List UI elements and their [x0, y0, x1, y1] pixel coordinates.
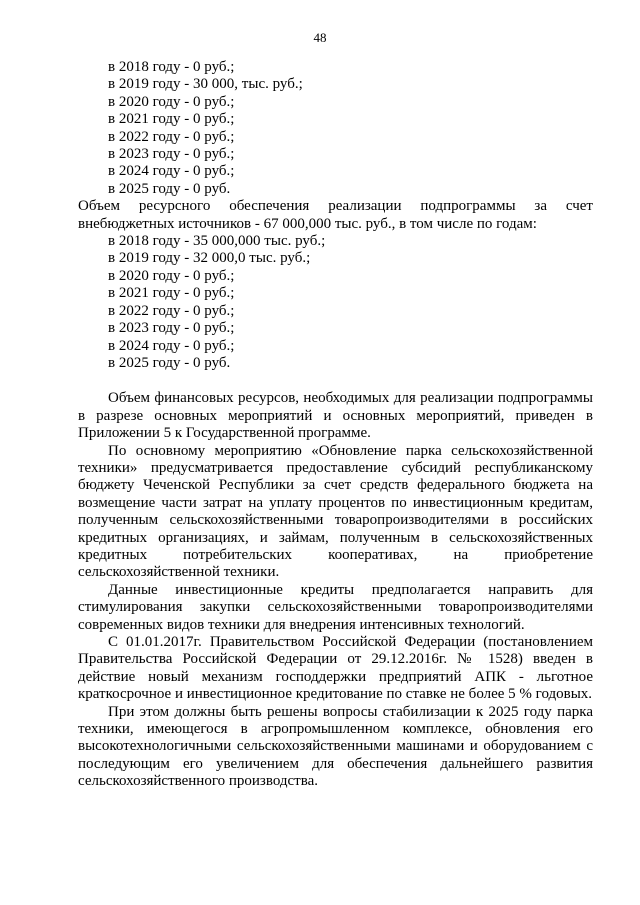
list-item: в 2021 году - 0 руб.; [108, 285, 235, 302]
equipment-renewal-paragraph: По основному мероприятию «Обновление парка сельскохозяйственной техники» предусматривается предоставление субсидий республиканскому бюджету Чеченской Республики за счет средств федерального бюджета на возмещение части затрат на уплату процентов по инвестиционным кредитам, полученным сельскохозяйственными товаропроизводителями в российских кредитных организациях, и займам, полученным в сельскохозяйственных кредитных потребительских кооперативах, на приобретение сельскохозяйственной техники. [78, 442, 593, 581]
federal-funding-list [78, 59, 593, 198]
list-item: в 2020 году - 0 руб.; [108, 267, 235, 284]
page-content [78, 59, 593, 791]
list-item: в 2025 году - 0 руб. [108, 354, 231, 371]
government-support-paragraph: С 01.01.2017г. Правительством Российской Федерации (постановлением Правительства Российской Федерации от 29.12.2016г. № 1528) введен в действие новый механизм господдержки предприятий АПК - льготное краткосрочное и инвестиционное кредитование по ставке не более 5 % годовых. [78, 634, 593, 703]
list-item: в 2024 году - 0 руб.; [108, 337, 235, 354]
list-item: в 2019 году - 30 000, тыс. руб.; [108, 76, 303, 93]
list-item: в 2019 году - 32 000,0 тыс. руб.; [108, 250, 311, 267]
stabilization-paragraph: При этом должны быть решены вопросы стабилизации к 2025 году парка техники, имеющегося в агропромышленном комплексе, обновления его высокотехнологичными сельскохозяйственными машинами и оборудованием с последующим его увеличением для обеспечения дальнейшего развития сельскохозяйственного производства. [78, 703, 593, 790]
list-item: в 2025 году - 0 руб. [108, 180, 231, 197]
extrabudget-intro-paragraph: Объем ресурсного обеспечения реализации подпрограммы за счет внебюджетных источников - 67 000,000 тыс. руб., в том числе по годам: [78, 198, 593, 232]
list-item: в 2023 году - 0 руб.; [108, 320, 235, 337]
paragraph-spacer [78, 372, 593, 390]
list-item: в 2023 году - 0 руб.; [108, 146, 235, 163]
extrabudget-funding-list [78, 233, 593, 372]
page-number: 48 [313, 30, 327, 45]
investment-credits-paragraph: Данные инвестиционные кредиты предполагается направить для стимулирования закупки сельскохозяйственными товаропроизводителями современных видов техники для внедрения интенсивных технологий. [78, 581, 593, 633]
list-item: в 2018 году - 35 000,000 тыс. руб.; [108, 233, 326, 250]
list-item: в 2022 году - 0 руб.; [108, 302, 235, 319]
list-item: в 2024 году - 0 руб.; [108, 163, 235, 180]
list-item: в 2020 году - 0 руб.; [108, 93, 235, 110]
financial-resources-paragraph: Объем финансовых ресурсов, необходимых для реализации подпрограммы в разрезе основных мероприятий и основных мероприятий, приведен в Приложении 5 к Государственной программе. [78, 390, 593, 442]
list-item: в 2018 году - 0 руб.; [108, 59, 235, 75]
list-item: в 2021 году - 0 руб.; [108, 111, 235, 128]
list-item: в 2022 году - 0 руб.; [108, 128, 235, 145]
